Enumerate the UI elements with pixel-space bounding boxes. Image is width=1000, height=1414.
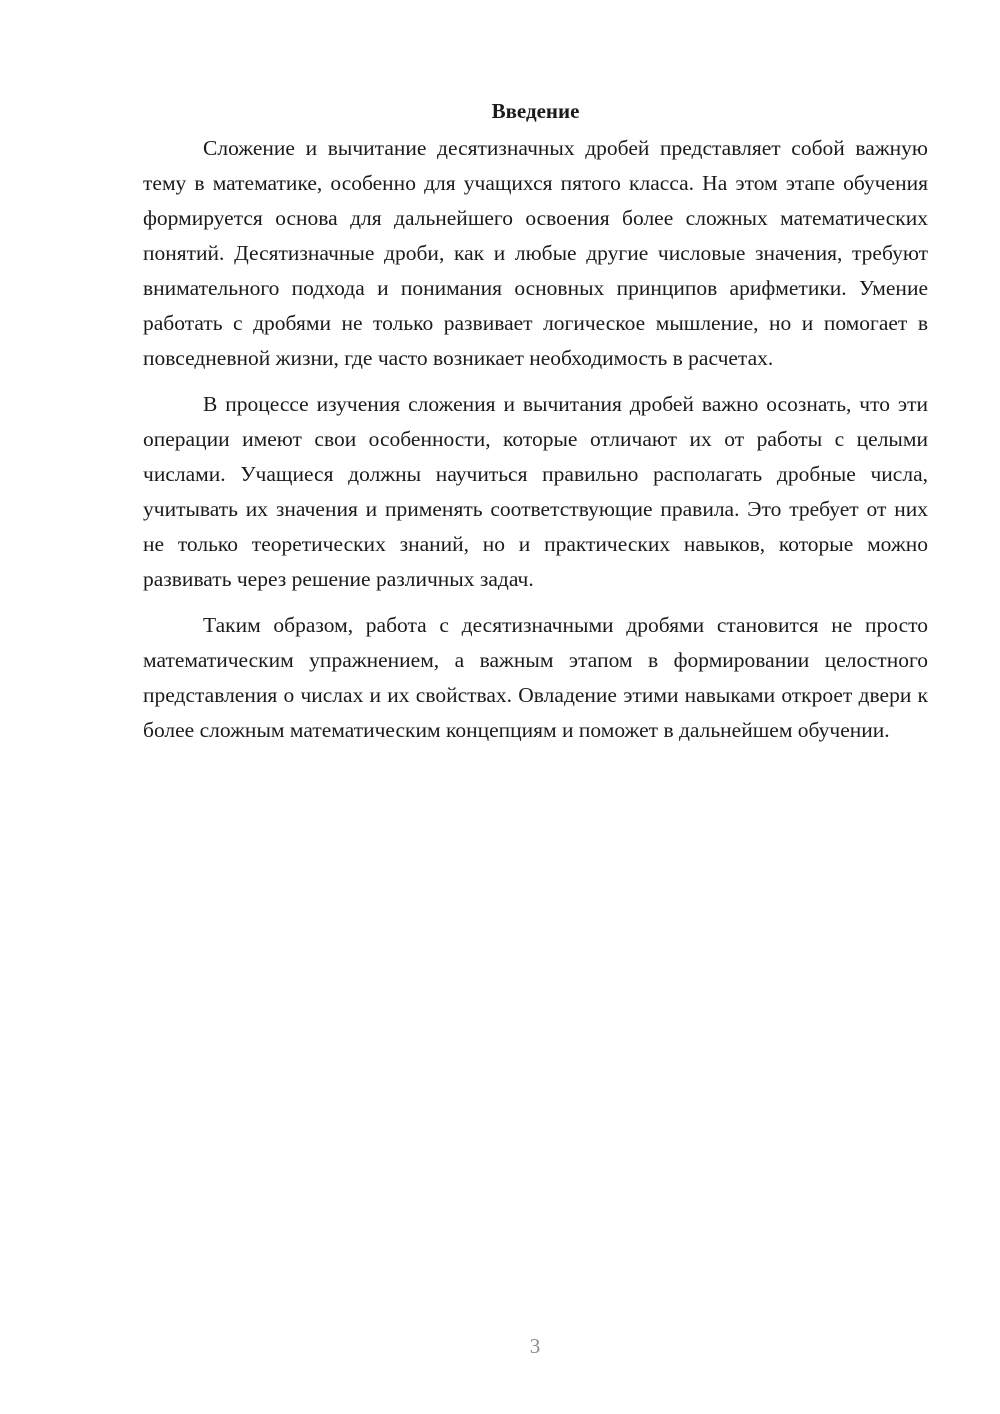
paragraph-1: Сложение и вычитание десятизначных дробей представляет собой важную тему в математике, особенно для учащихся пятого класса. На этом этапе обучения формируется основа для дальнейшего освоения более сложных математических понятий. Десятизначные дроби, как и любые другие числовые значения, требуют внимательного подхода и понимания основных принципов арифметики. Умение работать с дробями не только развивает логическое мышление, но и помогает в повседневной жизни, где часто возникает необходимость в расчетах.: [143, 136, 928, 370]
section-heading: Введение: [491, 99, 580, 123]
paragraph-2: В процессе изучения сложения и вычитания дробей важно осознать, что эти операции имеют свои особенности, которые отличают их от работы с целыми числами. Учащиеся должны научиться правильно располагать дробные числа, учитывать их значения и применять соответствующие правила. Это требует от них не только теоретических знаний, но и практических навыков, которые можно развивать через решение различных задач.: [143, 392, 928, 591]
page-number: 3: [529, 1334, 541, 1358]
paragraph-3: Таким образом, работа с десятизначными дробями становится не просто математическим упражнением, а важным этапом в формировании целостного представления о числах и их свойствах. Овладение этими навыками откроет двери к более сложным математическим концепциям и поможет в дальнейшем обучении.: [143, 613, 928, 742]
page-content: [143, 96, 928, 748]
